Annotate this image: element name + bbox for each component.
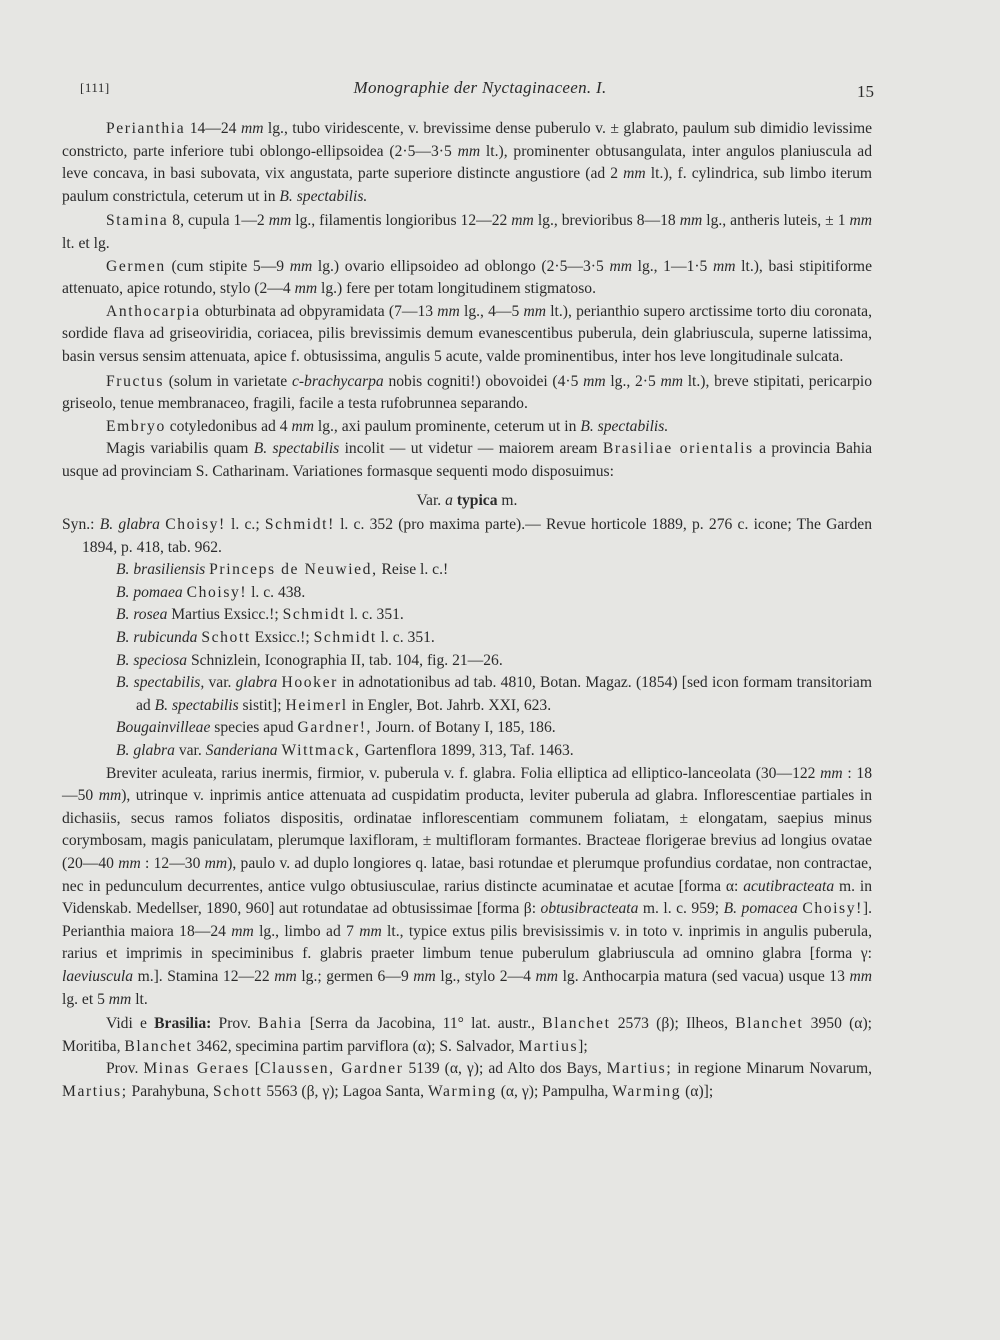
species-name: B. pomacea	[723, 900, 798, 918]
text-run: m.]. Stamina 12—22	[133, 967, 275, 985]
unit: mm	[849, 212, 873, 230]
collector-name: Martius;	[62, 1082, 128, 1100]
text-run: lt.), f. cylindrica, sub limbo iterum paulum constrictula, ceterum ut in	[62, 165, 872, 205]
text-run: : 12—30	[140, 855, 205, 872]
text-run: lt.), perianthio supero arctissime torto diu coronata, sordide flava ad griseoviridia, coriacea, pilis brevissimis demum evanescentibus puberula, dein glabriuscula, superne latissima, basin versus sensim attenuata, apice f. obtusissima, angulis 5 acute, valde prominentibus, inter hos leve longitudinale sulcata.	[62, 302, 872, 365]
collector-name: Warming	[427, 1082, 497, 1100]
text-run: a provincia Bahia usque ad provinciam S. Catharinam. Variationes formasque sequenti modo disposuimus:	[62, 440, 872, 480]
forma-name: acutibracteata	[743, 877, 835, 895]
text-run: l. c. 351.	[345, 606, 404, 624]
unit: mm	[679, 212, 703, 230]
text-run: lt. et lg.	[62, 234, 110, 252]
text-run: lt.), basi stipitiforme attenuato, apice rotundo, stylo (2—4	[62, 257, 872, 298]
unit: mm	[240, 120, 264, 137]
text-run: Var.	[416, 491, 446, 509]
text-run: m. in Videnskab. Medellser, 1890, 960] aut rotundatae ad obtusissimae [forma β:	[62, 877, 872, 918]
unit: mm	[523, 302, 547, 320]
unit: mm	[609, 257, 632, 275]
text-run: lg., axi paulum prominente, ceterum ut in	[313, 417, 581, 435]
text-run: ), utrinque v. inprimis antice attenuata ad cuspidatim producta, leviter puberula ad glabra. Inflorescentiae partiales in dichasiis, secus ramos foliatos dispositis, ordinatae inflorescentiam communem foliatam, ± elongatam, saepius minus corymbosam, magis paniculatam, plerumque laxifloram, ± multifloram formantes. Bracteae florigerae brevius ad longius ovatae (20—40	[62, 787, 872, 872]
text-run: obturbinata ad obpyramidata (7—13	[200, 302, 438, 320]
text-run: ]. Perianthia maiora 18—24	[62, 900, 872, 940]
country-name: Brasilia:	[154, 1015, 212, 1033]
text-run: lg.; germen 6—9	[296, 967, 414, 985]
author-name: Schmidt	[282, 606, 346, 624]
page-number: 15	[857, 82, 874, 101]
text-run: 3462, specimina partim parviflora (α); S. Salvador,	[192, 1037, 519, 1055]
author-name: Choisy!	[186, 583, 248, 601]
species-name: B. spectabilis.	[279, 187, 368, 205]
author-name: Schott	[201, 629, 251, 647]
text-run: 5563 (β, γ); Lagoa Santa,	[262, 1082, 428, 1100]
collector-name: Blanchet	[735, 1015, 804, 1033]
text-run: in regione Minarum Novarum,	[672, 1060, 872, 1078]
species-name: B. spectabilis	[253, 440, 340, 458]
paragraph-vidi	[62, 1013, 872, 1058]
unit: mm	[359, 922, 382, 940]
author-name: Choisy!	[802, 900, 863, 918]
unit: mm	[294, 280, 318, 298]
text-run: species apud	[210, 719, 298, 737]
text-run: Iconographia II, tab. 104, fig. 21—26.	[260, 651, 503, 669]
species-name: B. glabra	[99, 516, 160, 534]
species-name: B. pomaea	[116, 583, 183, 601]
province-name: Minas Geraes	[143, 1060, 250, 1078]
collector-name: Schott	[212, 1082, 263, 1100]
text-run: 5139 (α, γ); ad Alto dos Bays,	[403, 1060, 607, 1078]
paragraph-anthocarpia	[62, 301, 872, 369]
text-run: lg., filamentis longioribus 12—22	[291, 212, 512, 230]
page-ref: [111]	[80, 80, 110, 95]
text-run: [	[249, 1060, 260, 1078]
species-name: B. speciosa	[116, 651, 188, 669]
lead-word: Perianthia	[106, 120, 186, 137]
species-name: B. spectabilis	[154, 696, 239, 714]
author-name: Gardner!,	[297, 719, 373, 737]
text-run: Parahybuna,	[127, 1082, 213, 1100]
text-run: sistit];	[238, 696, 286, 714]
text-run: lg., 4—5	[459, 302, 524, 320]
unit: mm	[849, 967, 872, 985]
text-run: lt.), breve stipitati, pericarpio griseolo, tenue membranaceo, fragili, facile a testa rufobrunnea separando.	[62, 372, 873, 413]
text-run: lg., limbo ad 7	[253, 922, 360, 940]
text-run: m. l. c. 959;	[638, 900, 724, 918]
synonym-1	[62, 514, 872, 559]
text-run: 14—24	[185, 120, 241, 137]
text-run: lg., tubo viridescente, v. brevissime dense puberulo v. ± glabrato, paulum sub dimidio levissime constricto, parte inferiore tubi oblongo-ellipsoidea (2·5—3·5	[62, 120, 872, 160]
unit: mm	[108, 990, 132, 1008]
species-name: B. rubicunda	[116, 629, 198, 647]
variety-name: Sanderiana	[205, 742, 278, 760]
text-run: Prov.	[211, 1015, 259, 1033]
running-header	[80, 78, 880, 102]
text-run: l. c. 351.	[376, 629, 435, 647]
collector-name: Blanchet	[124, 1037, 193, 1055]
text-run: in adnotationibus ad tab. 4810, Botan. Magaz. (1854) [sed icon formam transitoriam ad	[136, 674, 872, 714]
unit: mm	[713, 257, 736, 275]
text-run: lg.) fere per totam longitudinem stigmatoso.	[317, 280, 596, 298]
text-run: 3950 (α); Moritiba,	[62, 1015, 872, 1055]
unit: mm	[291, 417, 314, 435]
text-run: (α, γ); Pampulha,	[496, 1082, 613, 1100]
synonym-8	[62, 717, 872, 740]
paragraph-fructus	[62, 371, 872, 416]
lead-word: Anthocarpia	[106, 302, 201, 320]
paragraph-stamina	[62, 210, 872, 255]
synonym-2	[62, 559, 872, 582]
author-name: Hooker	[281, 674, 338, 692]
genus-name: Bougainvilleae	[116, 719, 211, 737]
text-run: (α)];	[681, 1082, 714, 1100]
collector-name: Warming	[612, 1082, 682, 1100]
text-run: l. c. 438.	[247, 583, 306, 601]
text-run: l. c.;	[225, 516, 265, 534]
text-run: Reise l. c.!	[377, 561, 449, 579]
text-run: lg. Anthocarpia matura (sed vacua) usque 13	[558, 967, 850, 985]
unit: mm	[535, 967, 559, 985]
paragraph-embryo	[62, 416, 872, 439]
unit: mm	[274, 967, 297, 985]
text-run: Martius Exsicc.!;	[167, 606, 283, 624]
collector-name: Blanchet	[542, 1015, 611, 1033]
author-name: Schnizlein,	[190, 651, 261, 669]
text-run: m.	[497, 491, 518, 509]
species-name: B. spectabilis,	[116, 674, 205, 692]
text-run: 2573 (β); Ilheos,	[610, 1015, 736, 1033]
author-name: Princeps de Neuwied,	[209, 561, 378, 579]
forma-name: obtusibracteata	[540, 900, 639, 918]
text-run: Magis variabilis quam	[106, 440, 254, 458]
species-name: B. brasiliensis	[116, 561, 206, 579]
text-run: var.	[204, 674, 236, 692]
text-run: lg., 2·5	[605, 372, 661, 390]
running-title: Monographie der Nyctaginaceen. I.	[353, 78, 607, 97]
author-name: Schmidt!	[264, 516, 335, 534]
lead-word: Fructus	[106, 372, 164, 390]
synonym-7	[62, 672, 872, 717]
text-run: nobis cogniti!) obovoidei (4·5	[383, 372, 584, 390]
text-run: lg., stylo 2—4	[435, 967, 536, 985]
variety-name: typica	[456, 491, 498, 509]
unit: mm	[289, 257, 313, 275]
unit: mm	[118, 855, 141, 872]
unit: mm	[231, 922, 254, 940]
synonym-label: Syn.:	[62, 516, 95, 534]
unit: mm	[820, 764, 843, 782]
author-name: Schmidt	[313, 629, 377, 647]
text-run: lg.) ovario ellipsoideo ad oblongo (2·5—3·5	[312, 257, 610, 275]
text-run: lt.), prominenter obtusangulata, inter angulos planiuscula ad leve concava, in basi subovata, vix angustata, parte superiore distincte angustiore (ad 2	[62, 142, 873, 183]
unit: mm	[98, 787, 122, 805]
unit: mm	[204, 855, 228, 872]
text-run: (solum in varietate	[163, 372, 292, 390]
variety-name: c-brachycarpa	[291, 372, 384, 390]
unit: mm	[413, 967, 436, 985]
collector-name: Martius;	[606, 1060, 673, 1078]
unit: mm	[583, 372, 606, 390]
variety-letter: a	[445, 491, 453, 509]
unit: mm	[660, 372, 684, 390]
synonym-9	[62, 740, 872, 763]
text-run: Prov.	[106, 1060, 144, 1078]
text-run: lg., brevioribus 8—18	[533, 212, 680, 230]
synonym-4	[62, 604, 872, 627]
lead-word: Embryo	[106, 417, 166, 435]
unit: mm	[511, 212, 534, 230]
species-name: B. rosea	[116, 606, 168, 624]
text-run: l. c. 352 (pro maxima parte).— Revue horticole 1889, p. 276 c. icone; The Garden 1894, p. 418, tab. 962.	[82, 516, 872, 556]
region-name: Brasiliae orientalis	[602, 440, 754, 458]
text-run: cotyledonibus ad 4	[165, 417, 292, 435]
text-run: ];	[578, 1037, 588, 1055]
text-run: lt.	[131, 990, 148, 1008]
collector-name: Martius	[518, 1037, 579, 1055]
species-name: B. glabra	[116, 742, 175, 760]
paragraph-magis	[62, 438, 872, 483]
text-run: ), paulo v. ad duplo longiores q. latae, basi rotundae et plerumque profundius cordatae, non contractae, nec in pedunculum decurrentes, antice vulgo obtusiusculae, rarius distincte acuminatae et acutae [forma α:	[62, 855, 872, 895]
synonym-3	[62, 582, 872, 605]
paragraph-breviter	[62, 763, 872, 1012]
synonym-5	[62, 627, 872, 650]
text-run: in Engler, Bot. Jahrb. XXI, 623.	[347, 696, 552, 714]
variety-heading	[62, 490, 872, 513]
paragraph-germen	[62, 256, 872, 301]
text-run: (cum stipite 5—9	[165, 257, 290, 275]
province-name: Bahia	[258, 1015, 303, 1033]
text-run: 8, cupula 1—2	[168, 212, 269, 230]
text-run: Gartenflora 1899, 313, Taf. 1463.	[360, 742, 574, 760]
text-run: Breviter aculeata, rarius inermis, firmior, v. puberula v. f. glabra. Folia elliptica ad elliptico-lanceolata (30—122	[106, 764, 821, 782]
text-run: [Serra da Jacobina, 11° lat. austr.,	[302, 1015, 543, 1033]
paragraph-perianthia	[62, 118, 872, 208]
lead-word: Germen	[106, 257, 166, 275]
forma-name: laeviuscula	[62, 967, 134, 985]
unit: mm	[437, 302, 460, 320]
species-name: B. spectabilis.	[580, 417, 669, 435]
collector-name: Claussen, Gardner	[260, 1060, 404, 1078]
synonym-6	[62, 650, 872, 673]
paragraph-minas	[62, 1058, 872, 1103]
text-run: : 18—50	[62, 764, 872, 805]
text-run: lg. et 5	[62, 990, 109, 1008]
unit: mm	[623, 165, 646, 183]
author-name: Heimerl	[285, 696, 348, 714]
unit: mm	[457, 142, 481, 160]
unit: mm	[268, 212, 292, 230]
text-run: lg., 1—1·5	[631, 257, 713, 275]
text-run: lg., antheris luteis, ± 1	[702, 212, 850, 230]
lead-word: Stamina	[106, 212, 169, 230]
text-run: incolit — ut videtur — maiorem aream	[339, 440, 603, 458]
text-run: Journ. of Botany I, 185, 186.	[372, 719, 556, 737]
text-run: Exsicc.!;	[250, 629, 314, 647]
text-run: var.	[174, 742, 206, 760]
main-text	[62, 118, 872, 1104]
text-run: lt., typice extus pilis brevisissimis v. in toto v. inprimis in angulis puberula, rarius et imprimis in speciminibus f. glabris praeter limbum tenue puberulum glabriuscula ad omnino glabra [forma γ:	[62, 922, 872, 963]
variety-name: glabra	[235, 674, 278, 692]
text-run: Vidi e	[106, 1015, 155, 1033]
author-name: Wittmack,	[281, 742, 361, 760]
author-name: Choisy!	[165, 516, 226, 534]
